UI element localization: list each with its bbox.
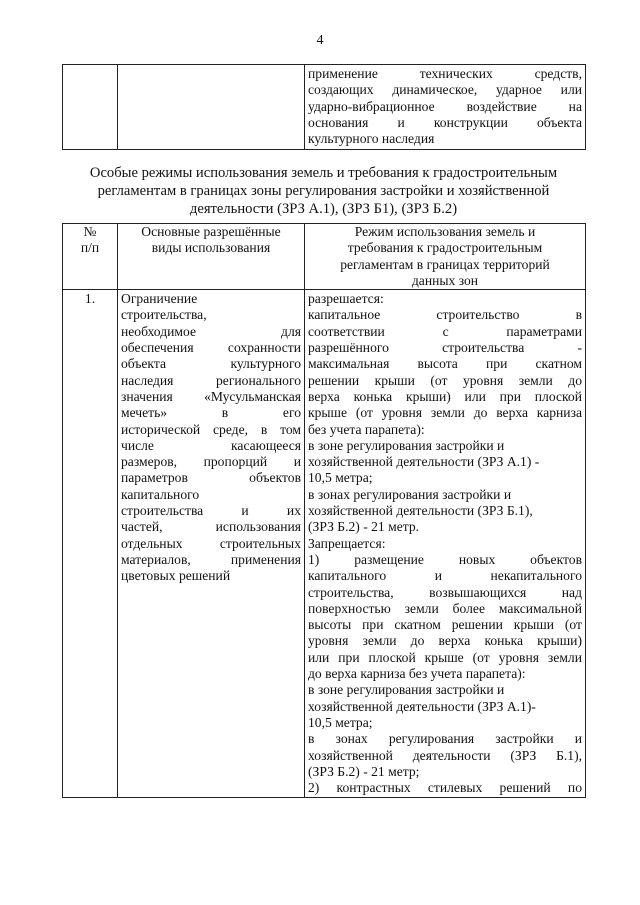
table-row (63, 65, 586, 150)
text-line: основания и конструкции объекта (308, 114, 582, 130)
text-line: наследия регионального (121, 372, 301, 388)
text-line: строительства, возвышающихся над (308, 584, 582, 600)
text-line: частей, использования (121, 519, 301, 535)
heading-line: Особые режимы использования земель и требования к градостроительным (89, 165, 558, 181)
table-header-row (63, 224, 586, 290)
regime-table (62, 223, 586, 798)
header-regime: Режим использования земель и требования к градостроительным регламентам в границах территорий данных зон (305, 224, 586, 290)
text-line: 10,5 метра; (308, 470, 373, 486)
row-number: 1. (63, 290, 118, 798)
section-heading (62, 164, 585, 218)
text-line: ударно-вибрационное воздействие на (308, 98, 582, 114)
text-line: строительства, (121, 307, 207, 323)
text-line: разрешённого строительства - (308, 340, 582, 356)
text-line: 2) контрастных стилевых решений по (308, 780, 582, 796)
use-type-cell (118, 65, 305, 150)
use-type-cell (118, 290, 305, 798)
text-line: обеспечения сохранности (121, 340, 301, 356)
continuation-table (62, 64, 586, 150)
table-row (63, 290, 586, 798)
text-line: капитального (121, 486, 200, 502)
text-line: Запрещается: (308, 535, 386, 551)
text-line: крыше (от уровня земли до верха карниза (308, 405, 582, 421)
number-cell (63, 65, 118, 150)
text-line: в зонах регулирования застройки и (308, 486, 512, 502)
text-line: или при плоской крыше (от уровня земли (308, 649, 582, 665)
text-line: объекта культурного (121, 356, 301, 372)
text-line: отдельных строительных (121, 535, 301, 551)
text-line: в зонах регулирования застройки и (308, 731, 582, 747)
text-line: мечеть» в его (121, 405, 301, 421)
header-use-types: Основные разрешённые виды использования (118, 224, 305, 290)
text-line: 10,5 метра; (308, 714, 373, 730)
text-line: Ограничение (121, 291, 198, 307)
text-line: хозяйственной деятельности (ЗРЗ А.1)- (308, 698, 536, 714)
text-line: капитальное строительство в (308, 307, 582, 323)
regime-cell (305, 290, 586, 798)
text-line: без учета парапета): (308, 421, 425, 437)
text-line: строительства и их (121, 503, 301, 519)
text-line: размеров, пропорций и (121, 454, 301, 470)
text-line: необходимое для (121, 323, 301, 339)
text-line: поверхностью земли более максимальной (308, 600, 582, 616)
text-line: в зоне регулирования застройки и (308, 437, 505, 453)
text-line: создающих динамическое, ударное или (308, 82, 582, 98)
text-line: числе касающееся (121, 437, 301, 453)
text-line: верха конька крыши) или при плоской (308, 388, 582, 404)
text-line: культурного наследия (308, 131, 435, 147)
text-line: решении крыши (от уровня земли до (308, 372, 582, 388)
heading-line: деятельности (ЗРЗ А.1), (ЗРЗ Б1), (ЗРЗ Б.2) (189, 201, 458, 217)
header-number: № п/п (63, 224, 118, 290)
text-line: исторической среде, в том (121, 421, 301, 437)
text-line: максимальная высота при скатном (308, 356, 582, 372)
text-line: капитального и некапитального (308, 568, 582, 584)
text-line: материалов, применения (121, 551, 301, 567)
text-line: высоты при скатном решении крыши (от (308, 617, 582, 633)
text-line: хозяйственной деятельности (ЗРЗ А.1) - (308, 454, 540, 470)
text-line: (ЗРЗ Б.2) - 21 метр. (308, 519, 420, 535)
text-line: хозяйственной деятельности (ЗРЗ Б.1), (308, 747, 582, 763)
text-line: цветовых решений (121, 568, 231, 584)
heading-line: регламентам в границах зоны регулирования застройки и хозяйственной (97, 183, 550, 199)
text-line: до верха карниза без учета парапета): (308, 666, 526, 682)
text-line: соответствии с параметрами (308, 323, 582, 339)
text-line: параметров объектов (121, 470, 301, 486)
text-line: разрешается: (308, 291, 384, 307)
text-line: применение технических средств, (308, 66, 582, 81)
text-line: (ЗРЗ Б.2) - 21 метр; (308, 763, 420, 779)
regime-cell (305, 65, 586, 150)
text-line: хозяйственной деятельности (ЗРЗ Б.1), (308, 503, 533, 519)
text-line: в зоне регулирования застройки и (308, 682, 505, 698)
text-line: значения «Мусульманская (121, 388, 301, 404)
text-line: уровня земли до верха конька крыши) (308, 633, 582, 649)
page-number: 4 (316, 33, 324, 48)
text-line: 1) размещение новых объектов (308, 551, 582, 567)
